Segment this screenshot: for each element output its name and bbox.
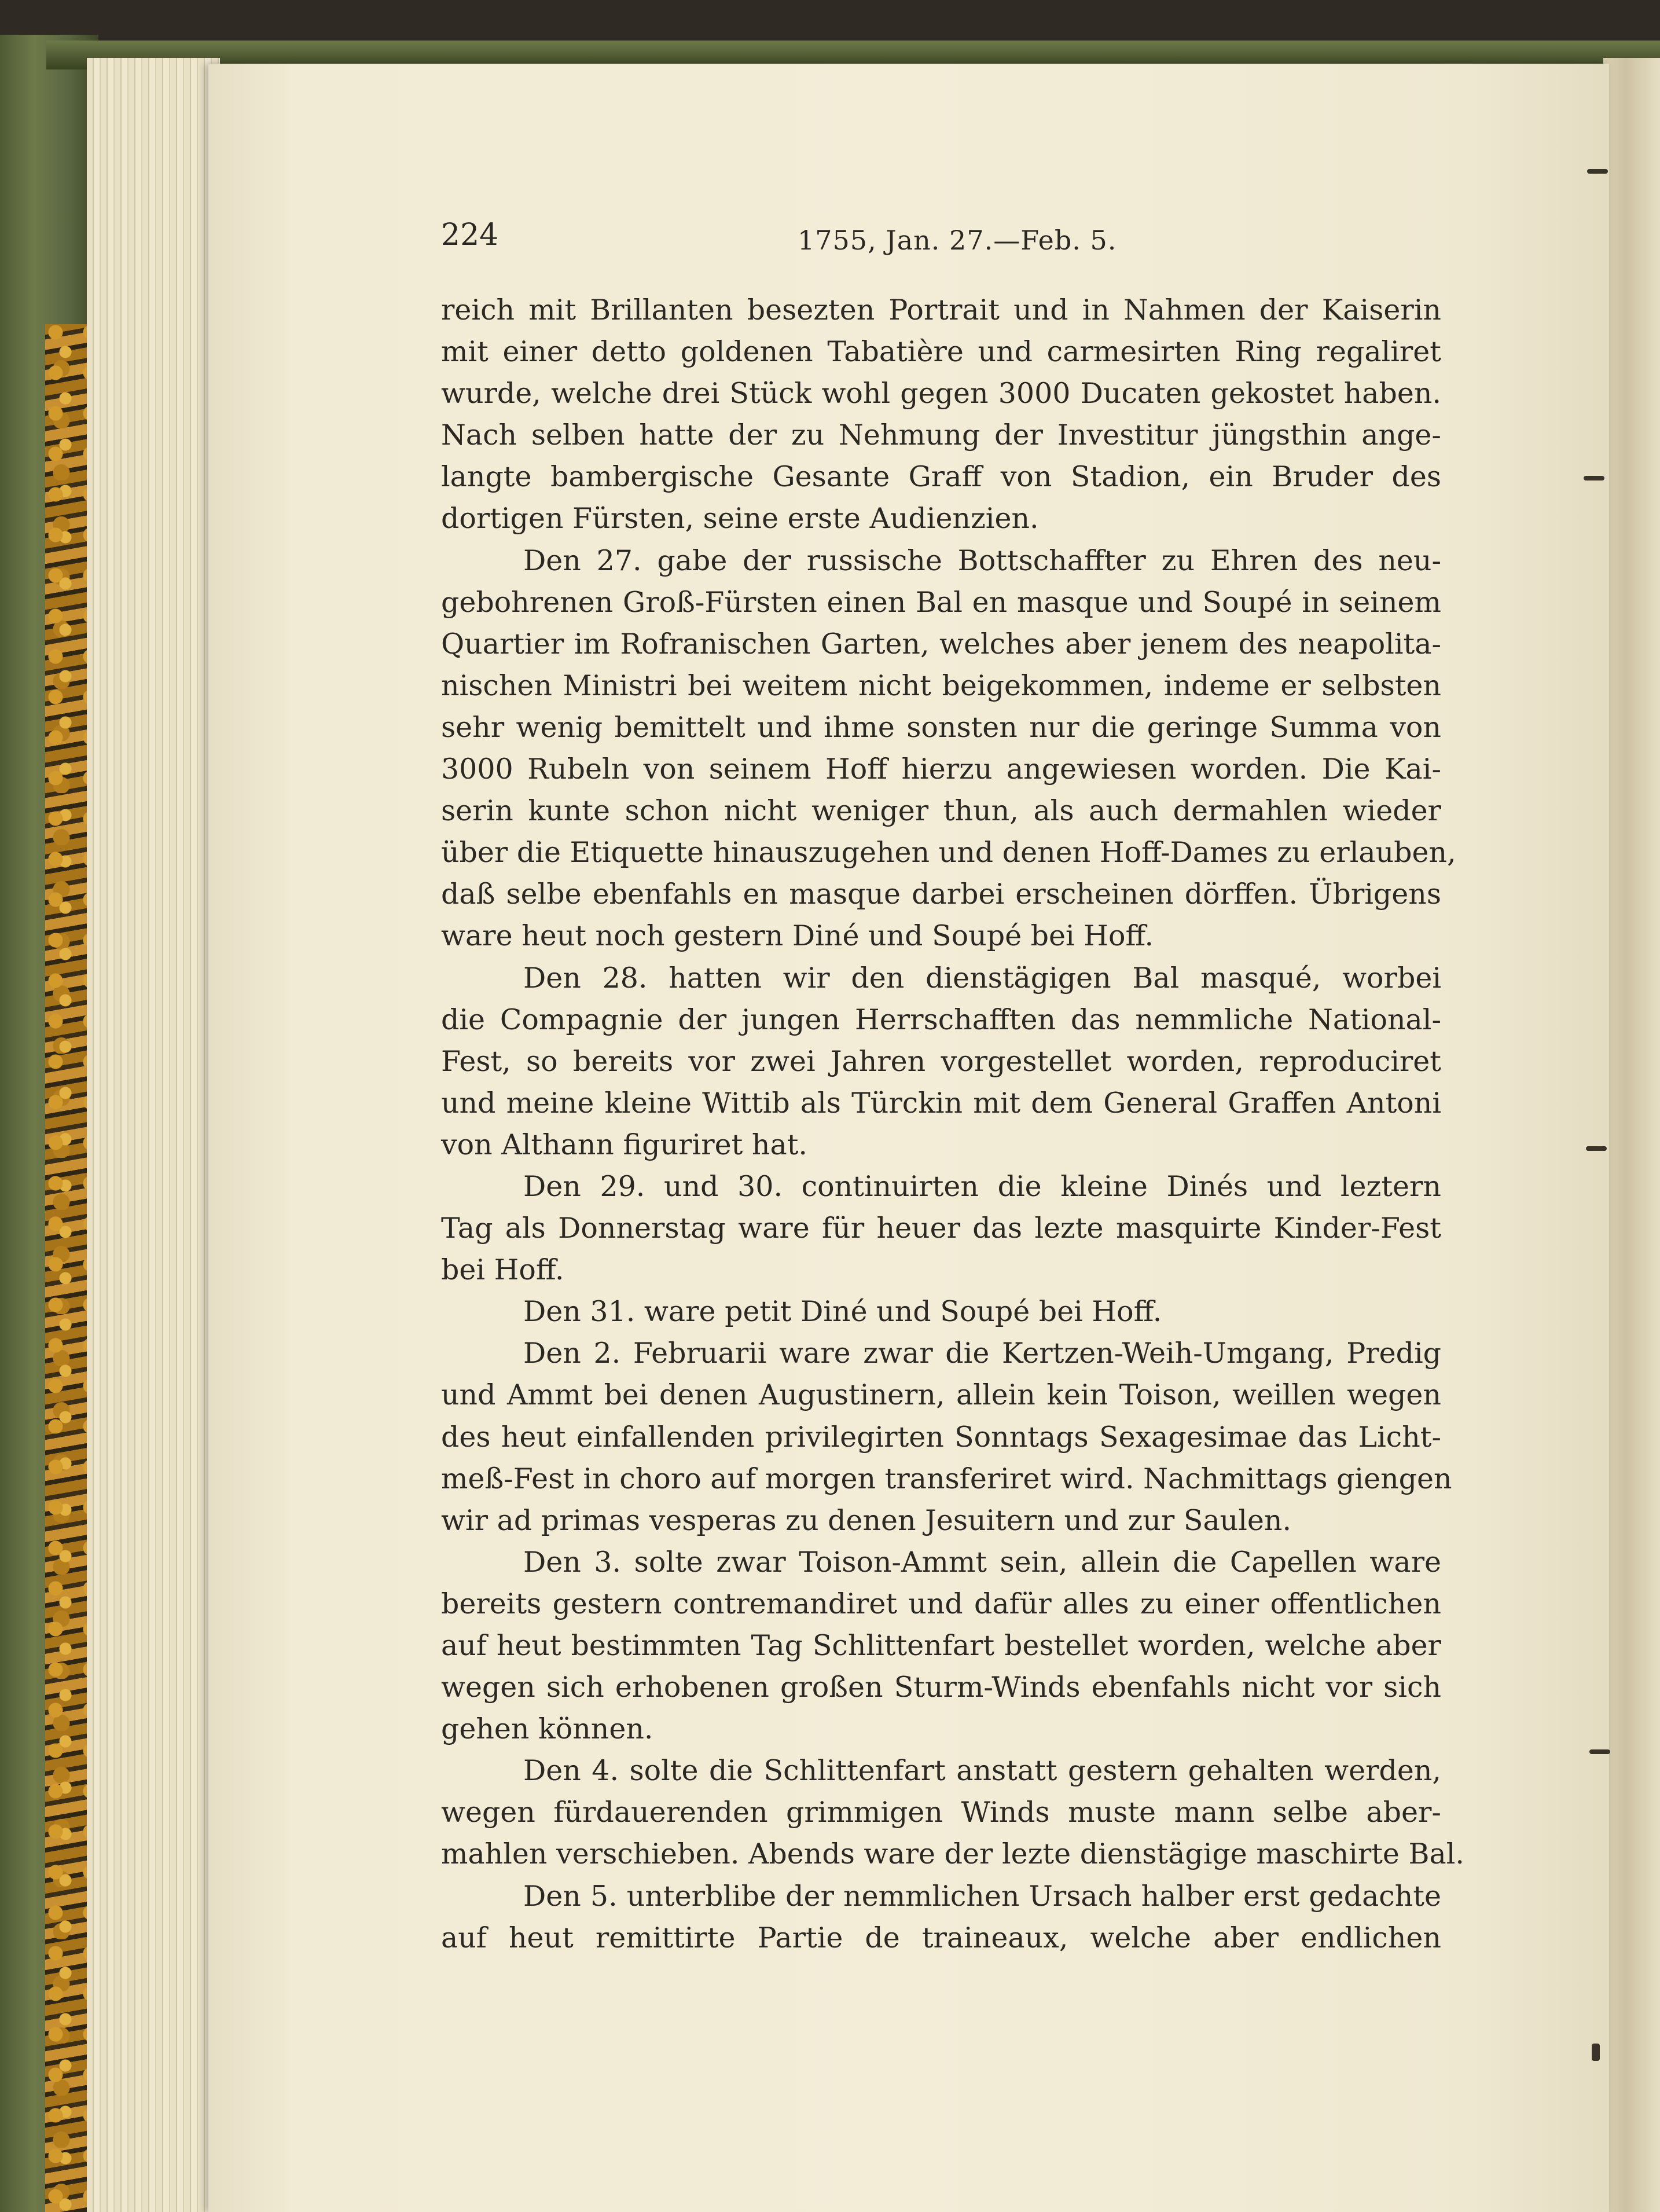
text-line: reich mit Brillanten besezten Portrait und in Nahmen der Kaiserin [441, 294, 1441, 327]
paragraph [441, 1750, 1464, 1875]
paragraph [441, 1542, 1441, 1750]
text-line: Fest, so bereits vor zwei Jahren vorgestellet worden, reproduciret [441, 1044, 1441, 1078]
text-line: Den 3. solte zwar Toison-Ammt sein, allein die Capellen ware [523, 1545, 1441, 1579]
text-line: gehen können. [441, 1712, 653, 1746]
text-line: bereits gestern contremandiret und dafür alles zu einer offentlichen [441, 1587, 1441, 1620]
margin-mark [1592, 2044, 1600, 2061]
margin-mark [1589, 1749, 1610, 1754]
text-line: Tag als Donnerstag ware für heuer das lezte masquirte Kinder-Fest [441, 1212, 1441, 1245]
text-line: sehr wenig bemittelt und ihme sonsten nur die geringe Summa von [441, 710, 1441, 744]
margin-mark [1584, 476, 1604, 480]
text-line: und Ammt bei denen Augustinern, allein kein Toison, weillen wegen [441, 1378, 1441, 1412]
text-line: des heut einfallenden privilegirten Sonntags Sexagesimae das Licht- [441, 1420, 1441, 1454]
text-line: wir ad primas vesperas zu denen Jesuitern und zur Saulen. [441, 1503, 1292, 1537]
paragraph [441, 1291, 1441, 1333]
page-number: 224 [441, 218, 499, 252]
running-head: 1755, Jan. 27.—Feb. 5. [798, 225, 1117, 256]
text-line: Quartier im Rofranischen Garten, welches aber jenem des neapolita- [441, 627, 1441, 661]
paragraph [441, 1166, 1441, 1291]
text-line: daß selbe ebenfahls en masque darbei erscheinen dörffen. Übrigens [441, 878, 1441, 911]
text-line: von Althann figuriret hat. [441, 1128, 807, 1161]
text-line: Den 5. unterblibe der nemmlichen Ursach halber erst gedachte [523, 1879, 1441, 1913]
text-line: auf heut remittirte Partie de traineaux, welche aber endlichen [441, 1921, 1441, 1954]
text-line: wegen fürdauerenden grimmigen Winds muste mann selbe aber- [441, 1796, 1441, 1829]
text-line: nischen Ministri bei weitem nicht beigekommen, indeme er selbsten [441, 669, 1441, 702]
margin-mark [1587, 169, 1608, 174]
text-line: Den 27. gabe der russische Bottschaffter zu Ehren des neu- [523, 544, 1441, 577]
adjacent-page-edge [1603, 58, 1660, 2212]
text-line: Nach selben hatte der zu Nehmung der Investitur jüngsthin ange- [441, 419, 1441, 452]
text-line: mahlen verschieben. Abends ware der lezte dienstägige maschirte Bal. [441, 1837, 1464, 1871]
paragraph [441, 289, 1441, 540]
page-block-edge [87, 58, 220, 2212]
text-line: ware heut noch gestern Diné und Soupé bei Hoff. [441, 919, 1154, 953]
text-line: mit einer detto goldenen Tabatière und carmesirten Ring regaliret [441, 335, 1441, 369]
margin-mark [1586, 1146, 1607, 1151]
text-line: die Compagnie der jungen Herrschafften das nemmliche National- [441, 1003, 1441, 1036]
text-line: auf heut bestimmten Tag Schlittenfart bestellet worden, welche aber [441, 1629, 1441, 1662]
marbled-endpaper [45, 324, 90, 2212]
text-line: serin kunte schon nicht weniger thun, als auch dermahlen wieder [441, 794, 1441, 828]
text-line: wegen sich erhobenen großen Sturm-Winds ebenfahls nicht vor sich [441, 1671, 1441, 1704]
body-text [441, 289, 1464, 1959]
paragraph [441, 1876, 1441, 1959]
text-line: Den 28. hatten wir den dienstägigen Bal masqué, worbei [523, 961, 1441, 995]
text-line: Den 29. und 30. continuirten die kleine Dinés und leztern [523, 1169, 1441, 1203]
paragraph [441, 1333, 1452, 1541]
text-line: dortigen Fürsten, seine erste Audienzien. [441, 502, 1039, 535]
text-line: 3000 Rubeln von seinem Hoff hierzu angewiesen worden. Die Kai- [441, 753, 1441, 786]
text-line: und meine kleine Wittib als Türckin mit dem General Graffen Antoni [441, 1086, 1441, 1120]
paragraph [441, 958, 1441, 1166]
text-line: wurde, welche drei Stück wohl gegen 3000 Ducaten gekostet haben. [441, 377, 1441, 410]
text-line: Den 2. Februarii ware zwar die Kertzen-Weih-Umgang, Predig [523, 1337, 1441, 1370]
text-line: über die Etiquette hinauszugehen und denen Hoff-Dames zu erlauben, [441, 836, 1456, 870]
text-line: Den 31. ware petit Diné und Soupé bei Hoff. [523, 1295, 1162, 1329]
paragraph [441, 540, 1456, 958]
text-line: bei Hoff. [441, 1253, 564, 1287]
text-line: gebohrenen Groß-Fürsten einen Bal en masque und Soupé in seinem [441, 585, 1441, 619]
text-line: meß-Fest in choro auf morgen transferiret wird. Nachmittags giengen [441, 1462, 1452, 1495]
text-line: langte bambergische Gesante Graff von Stadion, ein Bruder des [441, 460, 1441, 494]
text-line: Den 4. solte die Schlittenfart anstatt gestern gehalten werden, [523, 1754, 1441, 1788]
